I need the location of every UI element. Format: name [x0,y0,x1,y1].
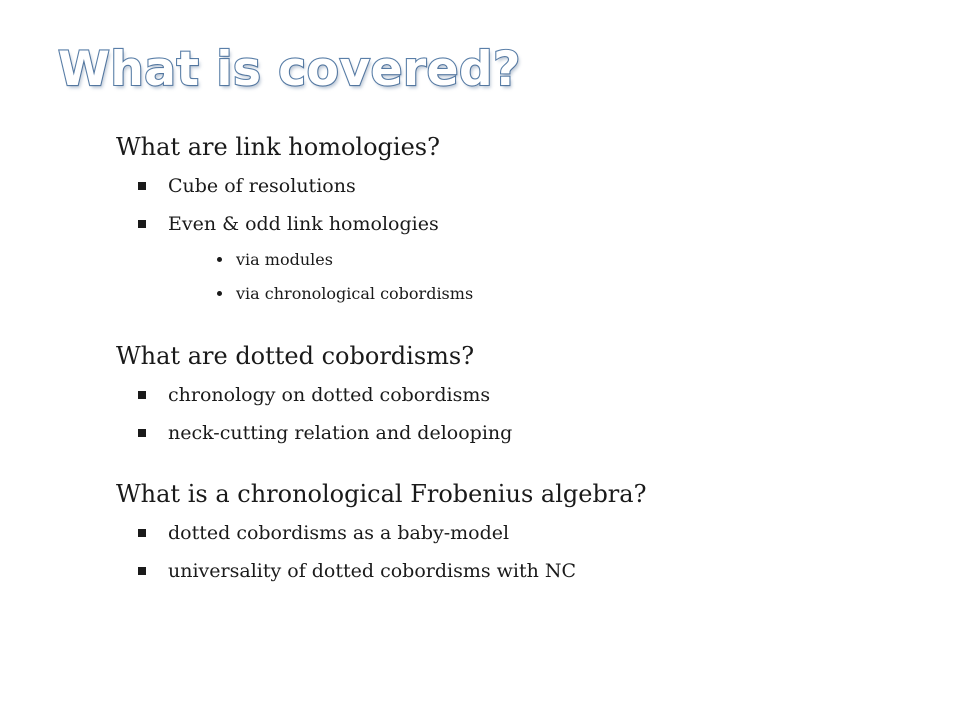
sub-list-item-text: via chronological cobordisms [236,284,474,303]
section-frobenius-algebra [116,474,646,590]
section-heading: What is a chronological Frobenius algebra? [116,480,647,508]
list-item-text: universality of dotted cobordisms with NC [168,560,577,582]
list-item-text: chronology on dotted cobordisms [168,384,491,406]
square-bullet-icon [138,220,146,228]
square-bullet-icon [138,182,146,190]
sub-list-item [116,243,473,277]
bullet-list [116,514,646,590]
square-bullet-icon [138,567,146,575]
list-item-text: Even & odd link homologies [168,213,439,235]
list-item [116,414,512,452]
list-item [116,514,646,552]
slide-title: What is covered? [58,42,521,97]
square-bullet-icon [138,429,146,437]
list-item [116,205,473,243]
square-bullet-icon [138,529,146,537]
list-item [116,552,646,590]
list-item-text: dotted cobordisms as a baby-model [168,522,510,544]
sub-bullet-list [116,243,473,311]
section-heading: What are dotted cobordisms? [116,342,475,370]
bullet-list [116,376,512,452]
sub-list-item-text: via modules [236,250,333,269]
sub-list-item [116,277,473,311]
section-link-homologies [116,127,473,311]
list-item [116,167,473,205]
bullet-list [116,167,473,243]
round-bullet-icon [217,257,222,262]
round-bullet-icon [217,291,222,296]
section-heading: What are link homologies? [116,133,440,161]
list-item-text: neck-cutting relation and delooping [168,422,513,444]
square-bullet-icon [138,391,146,399]
list-item [116,376,512,414]
list-item-text: Cube of resolutions [168,175,356,197]
section-dotted-cobordisms [116,336,512,452]
